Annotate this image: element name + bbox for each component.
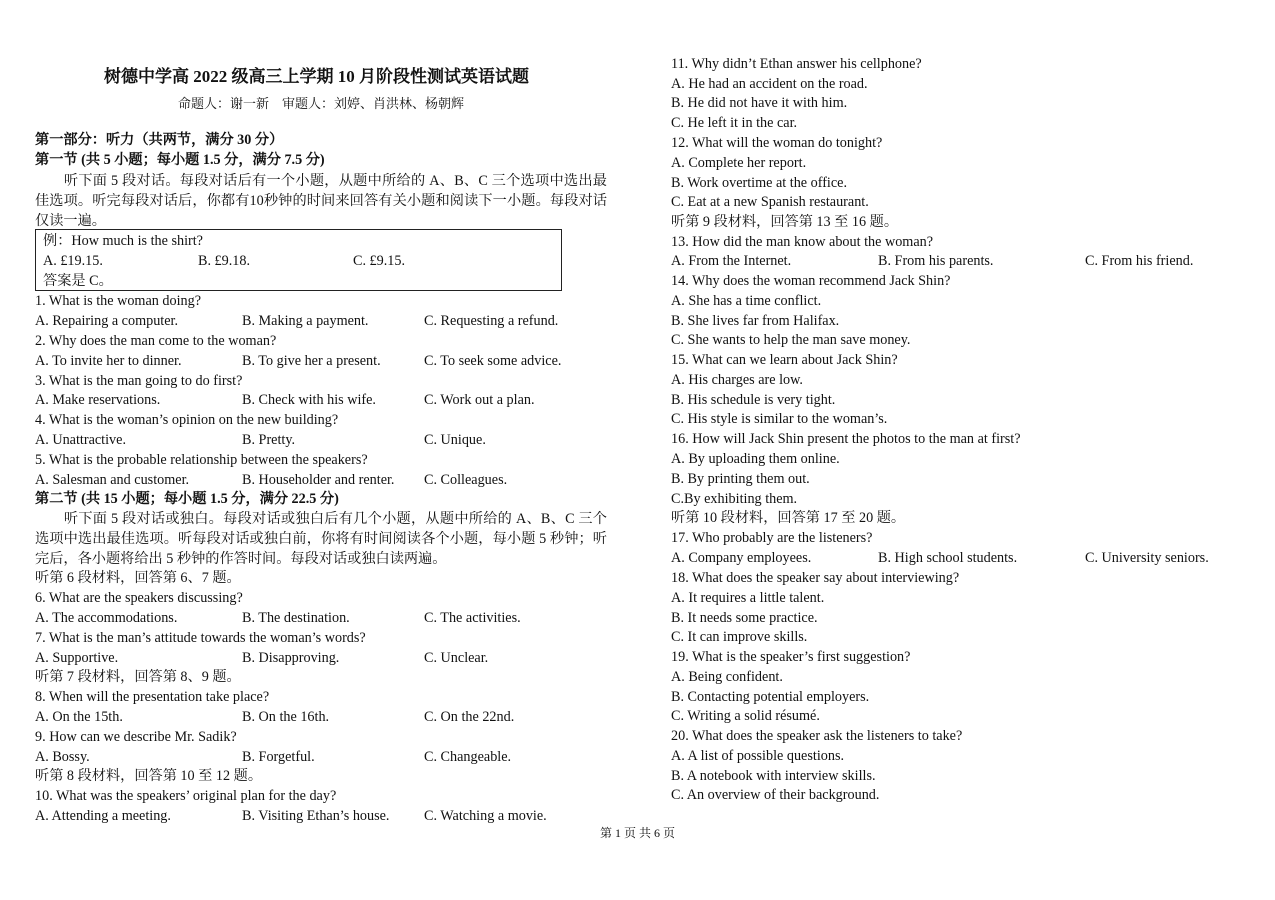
question-19: 19. What is the speaker’s first suggestion? — [671, 649, 911, 665]
option-b: B. He did not have it with him. — [671, 95, 848, 111]
question-2: 2. Why does the man come to the woman? — [35, 333, 277, 349]
option-a: A. Unattractive. — [35, 432, 126, 448]
option-b: B. Making a payment. — [242, 313, 369, 329]
option-a: A. Repairing a computer. — [35, 313, 179, 329]
option-a: A. He had an accident on the road. — [671, 76, 868, 92]
material-6-heading: 听第 6 段材料，回答第 6、7 题。 — [35, 570, 241, 586]
question-10: 10. What was the speakers’ original plan for the day? — [35, 788, 337, 804]
section1-heading: 第一节 (共 5 小题；每小题 1.5 分，满分 7.5 分) — [35, 152, 325, 168]
question-14: 14. Why does the woman recommend Jack Shin? — [671, 273, 951, 289]
page-number: 第 1 页 共 6 页 — [599, 826, 675, 840]
option-b: B. Householder and renter. — [242, 472, 395, 488]
question-11: 11. Why didn’t Ethan answer his cellphone? — [671, 56, 922, 72]
question-7: 7. What is the man’s attitude towards the woman’s words? — [35, 630, 366, 646]
option-b: B. Contacting potential employers. — [671, 689, 870, 705]
option-a: A. Company employees. — [671, 550, 812, 566]
option-b: B. On the 16th. — [242, 709, 330, 725]
option-a: A. Attending a meeting. — [35, 808, 171, 824]
option-c: C. Work out a plan. — [424, 392, 535, 408]
option-c: C. University seniors. — [1085, 550, 1209, 566]
example-question: 例：How much is the shirt? — [43, 233, 203, 249]
option-b: B. Disapproving. — [242, 650, 340, 666]
option-c: C. Eat at a new Spanish restaurant. — [671, 194, 869, 210]
question-5: 5. What is the probable relationship between the speakers? — [35, 452, 368, 468]
question-12: 12. What will the woman do tonight? — [671, 135, 883, 151]
option-a: A. She has a time conflict. — [671, 293, 822, 309]
option-a: A. By uploading them online. — [671, 451, 840, 467]
option-a: A. Make reservations. — [35, 392, 161, 408]
option-b: B. Check with his wife. — [242, 392, 376, 408]
option-c: C. From his friend. — [1085, 253, 1194, 269]
option-c: C.By exhibiting them. — [671, 491, 798, 507]
question-9: 9. How can we describe Mr. Sadik? — [35, 729, 237, 745]
question-16: 16. How will Jack Shin present the photos to the man at first? — [671, 431, 1021, 447]
option-b: B. High school students. — [878, 550, 1018, 566]
material-7-heading: 听第 7 段材料，回答第 8、9 题。 — [35, 669, 241, 685]
option-c: C. The activities. — [424, 610, 521, 626]
option-c: C. Unique. — [424, 432, 486, 448]
option-c: C. His style is similar to the woman’s. — [671, 411, 888, 427]
option-a: A. From the Internet. — [671, 253, 792, 269]
option-c: C. It can improve skills. — [671, 629, 808, 645]
question-8: 8. When will the presentation take place? — [35, 689, 270, 705]
option-c: C. She wants to help the man save money. — [671, 332, 911, 348]
question-13: 13. How did the man know about the woman? — [671, 234, 934, 250]
option-c: C. Requesting a refund. — [424, 313, 559, 329]
example-option-c: C. £9.15. — [353, 253, 406, 269]
option-a: A. Being confident. — [671, 669, 783, 685]
option-c: C. Watching a movie. — [424, 808, 547, 824]
option-b: B. The destination. — [242, 610, 350, 626]
option-b: B. Forgetful. — [242, 749, 315, 765]
material-9-heading: 听第 9 段材料，回答第 13 至 16 题。 — [671, 214, 899, 230]
option-b: B. From his parents. — [878, 253, 994, 269]
question-6: 6. What are the speakers discussing? — [35, 590, 243, 606]
question-20: 20. What does the speaker ask the listeners to take? — [671, 728, 963, 744]
option-b: B. His schedule is very tight. — [671, 392, 836, 408]
section1-instructions: 听下面 5 段对话。每段对话后有一个小题，从题中所给的 A、B、C 三个选项中选出最佳选项。听完每段对话后，你都有10秒钟的时间来回答有关小题和阅读下一小题。每段对话仅读一遍。 — [35, 173, 607, 229]
option-c: C. He left it in the car. — [671, 115, 798, 131]
material-8-heading: 听第 8 段材料，回答第 10 至 12 题。 — [35, 768, 263, 784]
option-b: B. A notebook with interview skills. — [671, 768, 876, 784]
material-10-heading: 听第 10 段材料，回答第 17 至 20 题。 — [671, 510, 906, 526]
option-a: A. Complete her report. — [671, 155, 807, 171]
option-c: C. Writing a solid résumé. — [671, 708, 820, 724]
question-18: 18. What does the speaker say about interviewing? — [671, 570, 960, 586]
question-1: 1. What is the woman doing? — [35, 293, 202, 309]
option-c: C. On the 22nd. — [424, 709, 515, 725]
option-a: A. It requires a little talent. — [671, 590, 825, 606]
example-answer: 答案是 C。 — [43, 273, 113, 289]
option-c: C. To seek some advice. — [424, 353, 562, 369]
option-b: B. She lives far from Halifax. — [671, 313, 840, 329]
option-b: B. Work overtime at the office. — [671, 175, 848, 191]
question-15: 15. What can we learn about Jack Shin? — [671, 352, 898, 368]
option-a: A. Supportive. — [35, 650, 119, 666]
example-box — [35, 229, 562, 291]
option-c: C. Colleagues. — [424, 472, 508, 488]
option-a: A. His charges are low. — [671, 372, 803, 388]
question-4: 4. What is the woman’s opinion on the new building? — [35, 412, 339, 428]
part1-heading: 第一部分：听力（共两节，满分 30 分） — [35, 132, 284, 148]
option-b: B. It needs some practice. — [671, 610, 818, 626]
exam-title: 树德中学高 2022 级高三上学期 10 月阶段性测试英语试题 — [104, 67, 529, 86]
option-a: A. Salesman and customer. — [35, 472, 190, 488]
option-a: A. To invite her to dinner. — [35, 353, 182, 369]
option-b: B. Pretty. — [242, 432, 296, 448]
example-option-b: B. £9.18. — [198, 253, 251, 269]
question-17: 17. Who probably are the listeners? — [671, 530, 873, 546]
section2-instructions: 听下面 5 段对话或独白。每段对话或独白后有几个小题，从题中所给的 A、B、C 三个选项中选出最佳选项。听每段对话或独白前，你将有时间阅读各个小题，每小题 5 秒钟；听完后，各小题将给出 5 秒钟的作答时间。每段对话或独白读两遍。 — [35, 511, 607, 567]
option-c: C. Unclear. — [424, 650, 489, 666]
example-option-a: A. £19.15. — [43, 253, 103, 269]
question-3: 3. What is the man going to do first? — [35, 373, 243, 389]
option-a: A. On the 15th. — [35, 709, 123, 725]
option-a: A. The accommodations. — [35, 610, 178, 626]
option-a: A. Bossy. — [35, 749, 90, 765]
exam-authors: 命题人：谢一新 审题人：刘婷、肖洪林、杨朝辉 — [178, 96, 465, 111]
option-b: B. Visiting Ethan’s house. — [242, 808, 390, 824]
option-a: A. A list of possible questions. — [671, 748, 845, 764]
option-b: B. To give her a present. — [242, 353, 381, 369]
section2-heading: 第二节 (共 15 小题；每小题 1.5 分，满分 22.5 分) — [35, 491, 339, 507]
option-b: B. By printing them out. — [671, 471, 810, 487]
option-c: C. Changeable. — [424, 749, 512, 765]
option-c: C. An overview of their background. — [671, 787, 880, 803]
